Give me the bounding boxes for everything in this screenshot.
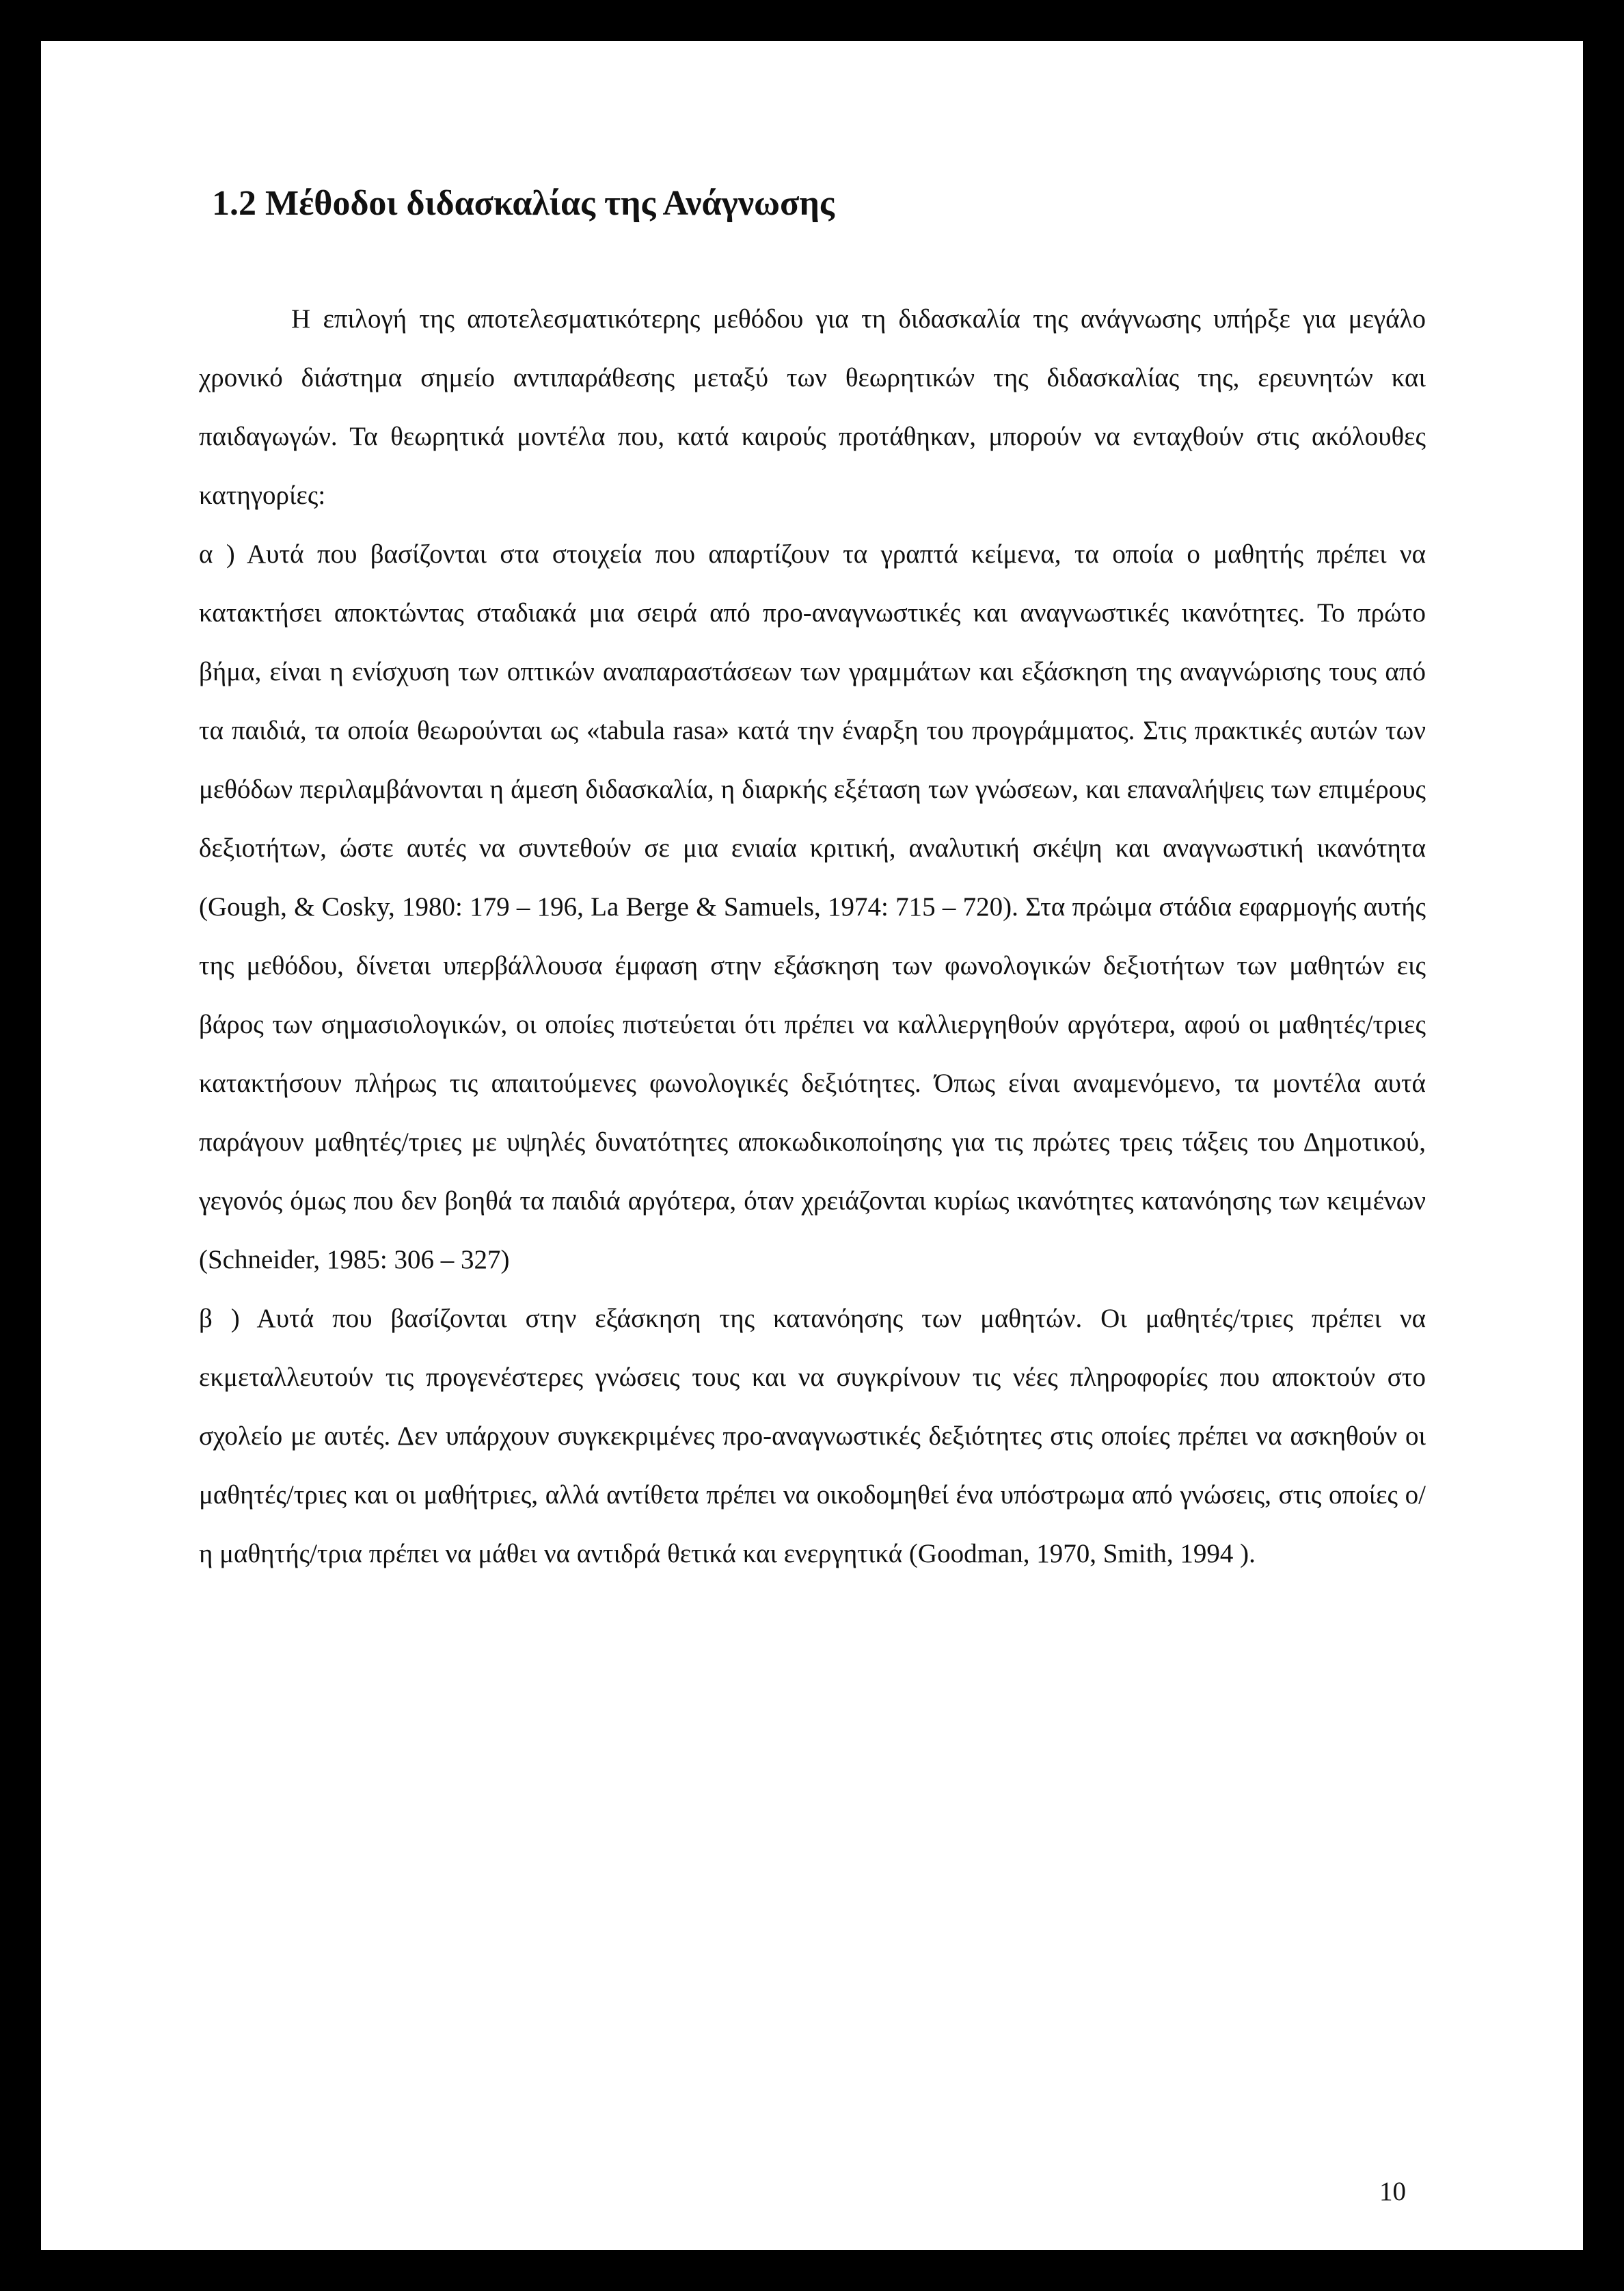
- category-a-paragraph: α ) Αυτά που βασίζονται στα στοιχεία που απαρτίζουν τα γραπτά κείμενα, τα οποία ο μαθητής πρέπει να κατακτήσει αποκτώντας σταδιακά μια σειρά από προ-αναγνωστικές και αναγνωστικές ικανότητες. Το πρώτο βήμα, είναι η ενίσχυση των οπτικών αναπαραστάσεων των γραμμάτων και εξάσκηση της αναγνώρισης τους από τα παιδιά, τα οποία θεωρούνται ως «tabula rasa» κατά την έναρξη του προγράμματος. Στις πρακτικές αυτών των μεθόδων περιλαμβάνονται η άμεση διδασκαλία, η διαρκής εξέταση των γνώσεων, και επαναλήψεις των επιμέρους δεξιοτήτων, ώστε αυτές να συντεθούν σε μια ενιαία κριτική, αναλυτική σκέψη και αναγνωστική ικανότητα (Gough, & Cosky, 1980: 179 – 196, La Berge & Samuels, 1974: 715 – 720). Στα πρώιμα στάδια εφαρμογής αυτής της μεθόδου, δίνεται υπερβάλλουσα έμφαση στην εξάσκηση των φωνολογικών δεξιοτήτων των μαθητών εις βάρος των σημασιολογικών, οι οποίες πιστεύεται ότι πρέπει να καλλιεργηθούν αργότερα, αφού οι μαθητές/τριες κατακτήσουν πλήρως τις απαιτούμενες φωνολογικές δεξιότητες. Όπως είναι αναμενόμενο, τα μοντέλα αυτά παράγουν μαθητές/τριες με υψηλές δυνατότητες αποκωδικοποίησης για τις πρώτες τρεις τάξεις του Δημοτικού, γεγονός όμως που δεν βοηθά τα παιδιά αργότερα, όταν χρειάζονται κυρίως ικανότητες κατανόησης των κειμένων (Schneider, 1985: 306 – 327): [199, 539, 1426, 1274]
- body-text: [199, 290, 1426, 1583]
- page-number: 10: [1379, 2177, 1406, 2206]
- intro-paragraph: Η επιλογή της αποτελεσματικότερης μεθόδου για τη διδασκαλία της ανάγνωσης υπήρξε για μεγάλο χρονικό διάστημα σημείο αντιπαράθεσης μεταξύ των θεωρητικών της διδασκαλίας της, ερευνητών και παιδαγωγών. Τα θεωρητικά μοντέλα που, κατά καιρούς προτάθηκαν, μπορούν να ενταχθούν στις ακόλουθες κατηγορίες:: [199, 304, 1426, 510]
- category-b-paragraph: β ) Αυτά που βασίζονται στην εξάσκηση της κατανόησης των μαθητών. Οι μαθητές/τριες πρέπει να εκμεταλλευτούν τις προγενέστερες γνώσεις τους και να συγκρίνουν τις νέες πληροφορίες που αποκτούν στο σχολείο με αυτές. Δεν υπάρχουν συγκεκριμένες προ-αναγνωστικές δεξιότητες στις οποίες πρέπει να ασκηθούν οι μαθητές/τριες και οι μαθήτριες, αλλά αντίθετα πρέπει να οικοδομηθεί ένα υπόστρωμα από γνώσεις, στις οποίες ο/η μαθητής/τρια πρέπει να μάθει να αντιδρά θετικά και ενεργητικά (Goodman, 1970, Smith, 1994 ).: [199, 1304, 1426, 1568]
- section-heading: 1.2 Μέθοδοι διδασκαλίας της Ανάγνωσης: [212, 184, 835, 223]
